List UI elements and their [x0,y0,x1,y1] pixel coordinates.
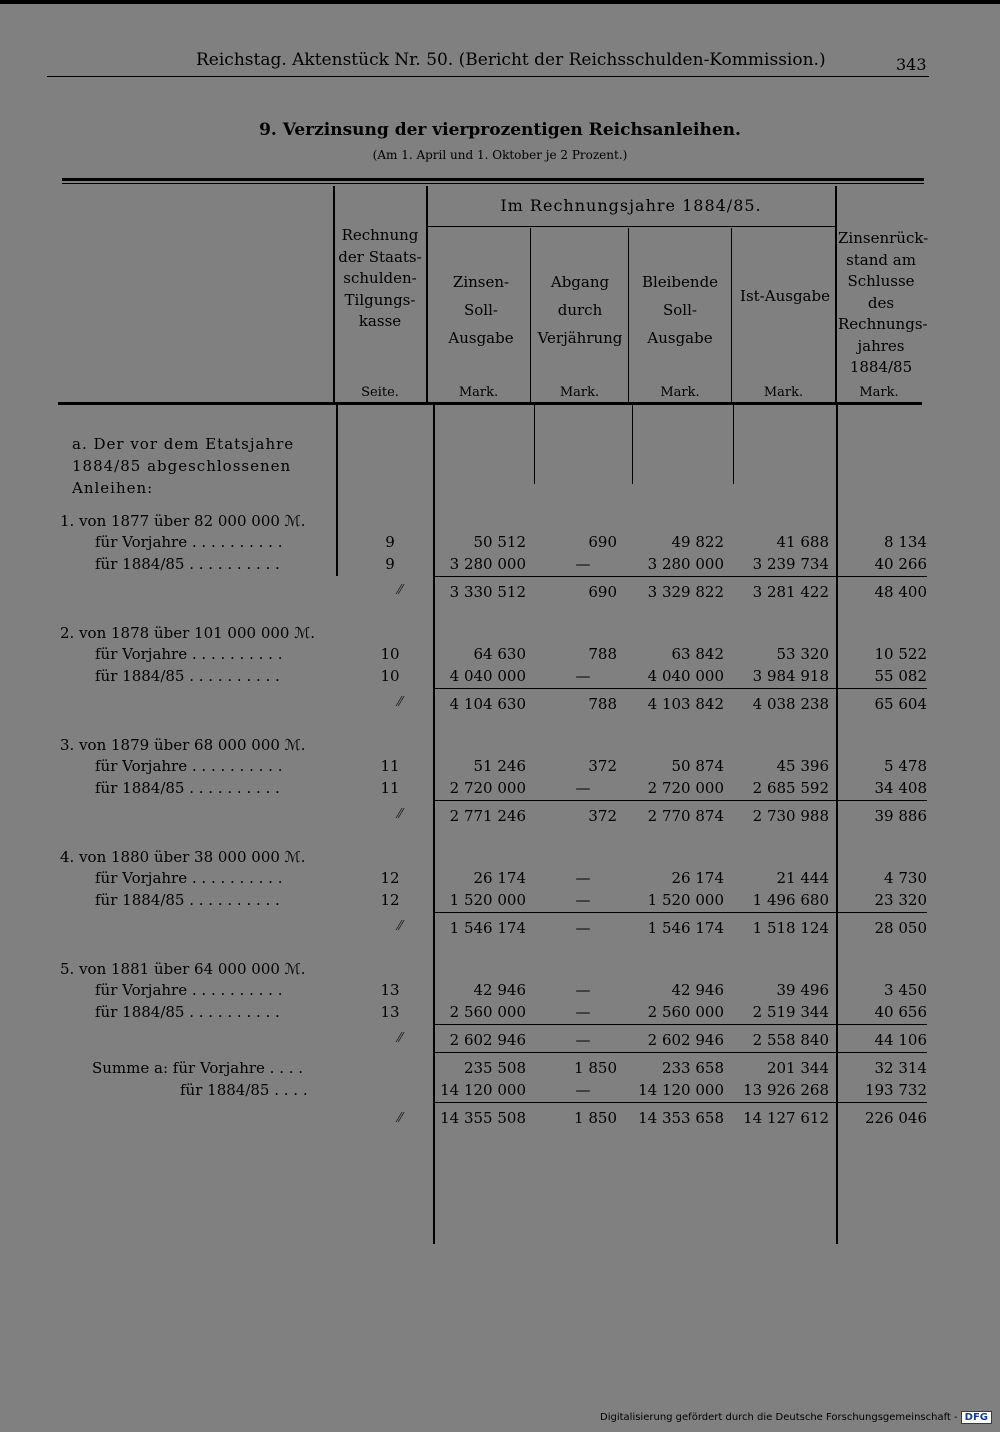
cell-zinsen: 1 520 000 [449,891,526,909]
cell-ist: 2 519 344 [752,1003,829,1021]
cell-abgang-total: — [575,919,591,937]
cell-rest: 193 732 [864,1081,927,1099]
cell-abgang: 690 [588,533,617,551]
cell-abgang: — [575,1003,591,1021]
cell-ist: 3 239 734 [752,555,829,573]
footer-text: Digitalisierung gefördert durch die Deutsche Forschungsgemeinschaft - [600,1412,958,1423]
col-divider [835,186,837,402]
cell-seite: 10 [380,645,400,663]
cell-zinsen: 2 560 000 [449,1003,526,1021]
cell-ist: 1 496 680 [752,891,829,909]
cell-abgang: — [575,1081,591,1099]
tick-mark: ⁄⁄ [398,807,403,822]
summe-label-current: für 1884/85 . . . . [180,1081,308,1099]
cell-bleibende: 26 174 [671,869,724,887]
cell-ist: 21 444 [776,869,829,887]
cell-seite: 11 [380,757,400,775]
row-label: für 1884/85 . . . . . . . . . . [95,667,280,685]
loan-label: 4. von 1880 über 38 000 000 ℳ. [60,848,306,866]
body-divider [534,404,535,484]
unit-seite: Seite. [361,385,399,400]
cell-rest-total: 48 400 [874,583,927,601]
sum-rule [433,800,927,801]
dfg-logo: DFG [961,1411,992,1424]
col-header-abgang: Abgang durch Verjährung [537,273,623,347]
tick-mark: ⁄⁄ [398,1031,403,1046]
col-header-group: Im Rechnungsjahre 1884/85. [500,196,762,215]
cell-bleibende: 50 874 [671,757,724,775]
col-header-zinsen-soll: Zinsen-Soll-Ausgabe [448,273,514,347]
section-heading: a. Der vor dem Etatsjahre 1884/85 abgeschlossenen Anleihen: [72,435,295,497]
cell-zinsen: 235 508 [463,1059,526,1077]
cell-abgang-total: — [575,1031,591,1049]
cell-rest: 23 320 [874,891,927,909]
cell-abgang-total: 690 [588,583,617,601]
header-bottom-rule [58,402,922,405]
cell-ist: 41 688 [776,533,829,551]
cell-rest-total: 65 604 [874,695,927,713]
row-label: für Vorjahre . . . . . . . . . . [95,533,283,551]
cell-abgang-total: 1 850 [574,1109,617,1127]
cell-zinsen-total: 1 546 174 [449,919,526,937]
cell-rest: 8 134 [884,533,927,551]
cell-bleibende-total: 3 329 822 [647,583,724,601]
summe-label-vorjahre: Summe a: für Vorjahre . . . . [92,1059,304,1077]
cell-zinsen: 64 630 [473,645,526,663]
cell-zinsen: 3 280 000 [449,555,526,573]
body-divider [336,404,338,576]
cell-zinsen: 26 174 [473,869,526,887]
cell-zinsen: 50 512 [473,533,526,551]
cell-bleibende: 63 842 [671,645,724,663]
col-header-rechnung: Rechnung der Staats-schulden-Tilgungs-kasse [338,226,422,330]
cell-ist: 53 320 [776,645,829,663]
cell-zinsen: 2 720 000 [449,779,526,797]
sum-rule [433,1024,927,1025]
cell-bleibende-total: 14 353 658 [638,1109,724,1127]
cell-bleibende: 2 560 000 [647,1003,724,1021]
cell-seite: 13 [380,1003,400,1021]
cell-rest-total: 39 886 [874,807,927,825]
cell-bleibende: 1 520 000 [647,891,724,909]
cell-bleibende: 4 040 000 [647,667,724,685]
cell-ist-total: 2 730 988 [752,807,829,825]
cell-abgang: — [575,981,591,999]
cell-zinsen: 42 946 [473,981,526,999]
row-label: für 1884/85 . . . . . . . . . . [95,891,280,909]
cell-zinsen-total: 4 104 630 [449,695,526,713]
sum-rule [433,688,927,689]
tick-mark: ⁄⁄ [398,919,403,934]
loan-label: 1. von 1877 über 82 000 000 ℳ. [60,512,306,530]
top-border [0,0,1000,4]
cell-abgang: 788 [588,645,617,663]
cell-rest: 4 730 [884,869,927,887]
col-divider [530,228,531,402]
cell-bleibende: 14 120 000 [638,1081,724,1099]
cell-ist: 13 926 268 [743,1081,829,1099]
cell-abgang: 1 850 [574,1059,617,1077]
cell-abgang: 372 [588,757,617,775]
running-title: Reichstag. Aktenstück Nr. 50. (Bericht der Reichsschulden-Kommission.) [196,50,826,70]
cell-rest: 34 408 [874,779,927,797]
cell-abgang: — [575,869,591,887]
cell-rest-total: 44 106 [874,1031,927,1049]
cell-seite: 13 [380,981,400,999]
cell-ist-total: 4 038 238 [752,695,829,713]
cell-bleibende-total: 1 546 174 [647,919,724,937]
cell-bleibende-total: 2 602 946 [647,1031,724,1049]
tick-mark: ⁄⁄ [398,1111,403,1126]
row-label: für Vorjahre . . . . . . . . . . [95,981,283,999]
cell-seite: 9 [385,533,395,551]
table-top-rule-thin [62,183,924,184]
row-label: für Vorjahre . . . . . . . . . . [95,869,283,887]
unit-mark: Mark. [763,385,804,400]
digitization-footer [600,1411,992,1424]
cell-rest: 3 450 [884,981,927,999]
loan-label: 2. von 1878 über 101 000 000 ℳ. [60,624,316,642]
cell-seite: 11 [380,779,400,797]
cell-zinsen-total: 2 771 246 [449,807,526,825]
summe-total-rule [433,1102,927,1103]
group-rule [426,226,836,227]
loan-label: 3. von 1879 über 68 000 000 ℳ. [60,736,306,754]
cell-zinsen: 4 040 000 [449,667,526,685]
sum-rule [433,912,927,913]
cell-rest: 32 314 [874,1059,927,1077]
row-label: für Vorjahre . . . . . . . . . . [95,645,283,663]
cell-abgang-total: 788 [588,695,617,713]
tick-mark: ⁄⁄ [398,583,403,598]
unit-mark: Mark. [458,385,499,400]
cell-ist-total: 3 281 422 [752,583,829,601]
table-subtitle: (Am 1. April und 1. Oktober je 2 Prozent.) [372,148,628,162]
col-header-bleibende: Bleibende Soll-Ausgabe [641,273,719,347]
cell-seite: 10 [380,667,400,685]
cell-bleibende: 2 720 000 [647,779,724,797]
cell-rest: 40 656 [874,1003,927,1021]
cell-rest-total: 226 046 [864,1109,927,1127]
cell-ist-total: 14 127 612 [743,1109,829,1127]
cell-abgang: — [575,779,591,797]
cell-rest: 10 522 [874,645,927,663]
col-divider [426,186,428,402]
page-number: 343 [896,55,927,74]
sum-rule [433,576,927,577]
col-divider [628,228,629,402]
cell-abgang: — [575,891,591,909]
loan-label: 5. von 1881 über 64 000 000 ℳ. [60,960,306,978]
col-header-ist: Ist-Ausgabe [740,287,830,305]
col-header-rueckstand: Zinsenrück-stand am Schlusse des Rechnungs-jahres 1884/85 [838,229,929,376]
cell-ist: 3 984 918 [752,667,829,685]
cell-zinsen-total: 2 602 946 [449,1031,526,1049]
cell-ist: 201 344 [766,1059,829,1077]
cell-abgang-total: 372 [588,807,617,825]
body-divider [733,404,734,484]
cell-zinsen: 14 120 000 [440,1081,526,1099]
cell-seite: 12 [380,869,400,887]
cell-rest-total: 28 050 [874,919,927,937]
cell-rest: 5 478 [884,757,927,775]
cell-bleibende: 3 280 000 [647,555,724,573]
cell-bleibende-total: 4 103 842 [647,695,724,713]
row-label: für 1884/85 . . . . . . . . . . [95,555,280,573]
cell-seite: 9 [385,555,395,573]
cell-zinsen-total: 14 355 508 [440,1109,526,1127]
unit-mark: Mark. [859,385,899,400]
cell-bleibende: 42 946 [671,981,724,999]
cell-ist-total: 2 558 840 [752,1031,829,1049]
cell-rest: 55 082 [874,667,927,685]
cell-zinsen-total: 3 330 512 [449,583,526,601]
cell-abgang: — [575,555,591,573]
row-label: für 1884/85 . . . . . . . . . . [95,779,280,797]
cell-ist: 2 685 592 [752,779,829,797]
cell-seite: 12 [380,891,400,909]
cell-rest: 40 266 [874,555,927,573]
cell-ist: 45 396 [776,757,829,775]
col-divider [731,228,732,402]
body-divider [632,404,633,484]
cell-abgang: — [575,667,591,685]
unit-mark: Mark. [660,385,700,400]
cell-ist-total: 1 518 124 [752,919,829,937]
cell-bleibende: 233 658 [661,1059,724,1077]
header-rule [47,76,929,77]
row-label: für 1884/85 . . . . . . . . . . [95,1003,280,1021]
table-title: 9. Verzinsung der vierprozentigen Reichsanleihen. [259,120,741,140]
summe-rule [433,1052,927,1053]
tick-mark: ⁄⁄ [398,695,403,710]
cell-bleibende: 49 822 [671,533,724,551]
cell-bleibende-total: 2 770 874 [647,807,724,825]
table-top-rule [62,178,924,181]
unit-mark: Mark. [559,385,600,400]
row-label: für Vorjahre . . . . . . . . . . [95,757,283,775]
cell-zinsen: 51 246 [473,757,526,775]
cell-ist: 39 496 [776,981,829,999]
